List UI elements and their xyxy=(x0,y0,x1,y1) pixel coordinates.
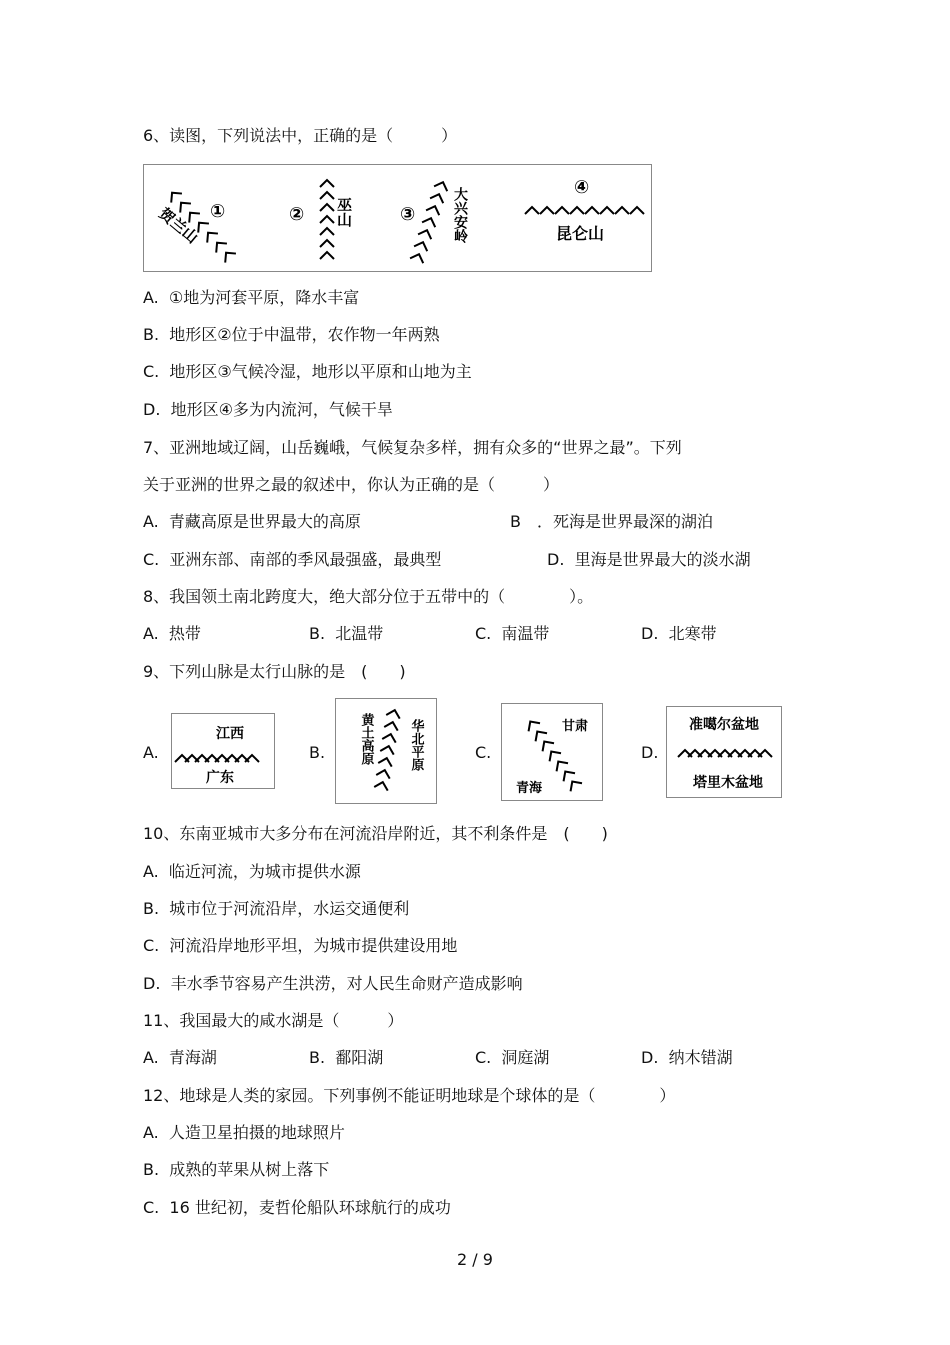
q6-option-c: C. 地形区③气候冷湿，地形以平原和山地为主 xyxy=(143,362,472,381)
mountain-range-3 xyxy=(410,180,450,263)
q9-b-right-label: 华北平原 xyxy=(408,719,424,771)
q11-option-d: D. 纳木错湖 xyxy=(641,1048,733,1067)
q9-c-bottom-label: 青海 xyxy=(516,781,543,796)
q11-option-a: A. 青海湖 xyxy=(143,1048,217,1067)
q8-option-b: B. 北温带 xyxy=(309,624,384,643)
q12-stem: 12、地球是人类的家园。下列事例不能证明地球是个球体的是（ ） xyxy=(143,1086,676,1105)
q7-stem-line1: 7、亚洲地域辽阔，山岳巍峨，气候复杂多样，拥有众多的“世界之最”。下列 xyxy=(143,438,682,457)
q6-name-1: 贺兰山 xyxy=(155,204,202,247)
q11-stem: 11、我国最大的咸水湖是（ ） xyxy=(143,1011,404,1030)
mountain-range-4 xyxy=(525,207,644,214)
q9-d-bottom-label: 塔里木盆地 xyxy=(693,775,763,791)
mountain-range-2 xyxy=(320,180,334,259)
q8-option-a: A. 热带 xyxy=(143,624,201,643)
q8-option-d: D. 北寒带 xyxy=(641,624,717,643)
q9-label-a: A. xyxy=(143,743,159,762)
q11-option-b: B. 鄱阳湖 xyxy=(309,1048,384,1067)
q8-option-c: C. 南温带 xyxy=(475,624,550,643)
q6-mark-3: ③ xyxy=(400,204,416,225)
q12-option-b: B. 成熟的苹果从树上落下 xyxy=(143,1160,330,1179)
q9-label-b: B. xyxy=(309,743,326,762)
q9-c-top-label: 甘肃 xyxy=(562,719,589,734)
q6-option-d: D. 地形区④多为内流河，气候干旱 xyxy=(143,400,393,419)
q10-option-c: C. 河流沿岸地形平坦，为城市提供建设用地 xyxy=(143,936,458,955)
q9-stem: 9、下列山脉是太行山脉的是 ( ) xyxy=(143,662,406,681)
q6-name-2: 巫山 xyxy=(335,197,353,227)
q12-option-a: A. 人造卫星拍摄的地球照片 xyxy=(143,1123,345,1142)
q9-label-d: D. xyxy=(641,743,659,762)
q7-option-a: A. 青藏高原是世界最大的高原 xyxy=(143,512,361,531)
q10-stem: 10、东南亚城市大多分布在河流沿岸附近，其不利条件是 ( ) xyxy=(143,824,608,843)
q9-d-top-label: 准噶尔盆地 xyxy=(689,717,759,733)
q6-name-4: 昆仑山 xyxy=(556,224,605,243)
q6-option-b: B. 地形区②位于中温带，农作物一年两熟 xyxy=(143,325,440,344)
q12-option-c: C. 16 世纪初，麦哲伦船队环球航行的成功 xyxy=(143,1198,451,1217)
q11-option-c: C. 洞庭湖 xyxy=(475,1048,550,1067)
q6-mark-2: ② xyxy=(289,204,305,225)
q6-stem: 6、读图，下列说法中，正确的是（ ） xyxy=(143,126,458,145)
q9-a-top-label: 江西 xyxy=(216,726,244,742)
q10-option-d: D. 丰水季节容易产生洪涝，对人民生命财产造成影响 xyxy=(143,974,523,993)
q9-label-c: C. xyxy=(475,743,492,762)
q6-name-3: 大兴安岭 xyxy=(452,187,468,243)
q9-b-left-label: 黄土高原 xyxy=(358,713,374,765)
q9-figure-d xyxy=(666,706,782,798)
q6-option-a: A. ①地为河套平原，降水丰富 xyxy=(143,288,360,307)
q7-stem-line2: 关于亚洲的世界之最的叙述中，你认为正确的是（ ） xyxy=(143,475,560,494)
q9-figure-b xyxy=(335,698,437,804)
q7-option-b: B ．死海是世界最深的湖泊 xyxy=(510,512,713,531)
q7-option-c: C. 亚洲东部、南部的季风最强盛，最典型 xyxy=(143,550,442,569)
q10-option-a: A. 临近河流，为城市提供水源 xyxy=(143,862,361,881)
q6-mountain-figure xyxy=(143,164,652,272)
q10-option-b: B. 城市位于河流沿岸，水运交通便利 xyxy=(143,899,410,918)
page-number: 2 / 9 xyxy=(457,1250,493,1269)
q8-stem: 8、我国领土南北跨度大，绝大部分位于五带中的（ ）。 xyxy=(143,587,594,606)
q6-mark-1: ① xyxy=(210,201,226,222)
q7-option-d: D. 里海是世界最大的淡水湖 xyxy=(547,550,751,569)
q9-figure-c xyxy=(501,703,603,801)
q6-mark-4: ④ xyxy=(574,177,590,198)
q9-figure-a xyxy=(171,713,275,789)
q9-a-bottom-label: 广东 xyxy=(206,770,234,786)
